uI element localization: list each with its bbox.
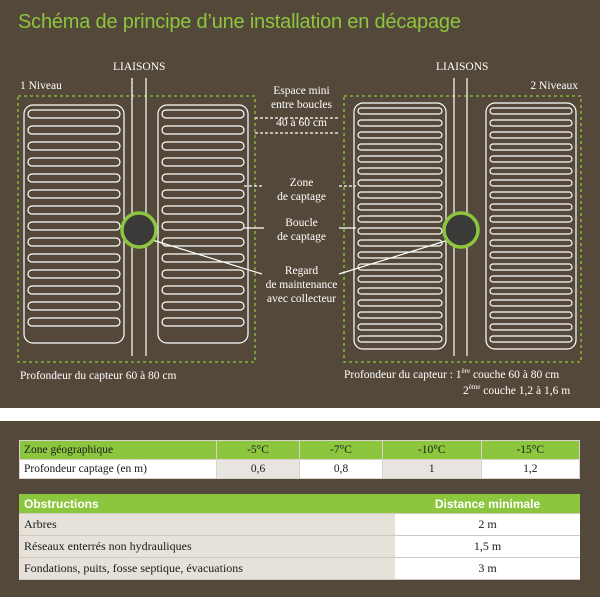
capture-loop-left-b	[162, 190, 244, 198]
depth-right-line2	[463, 383, 570, 397]
obstruction-name: Arbres	[19, 514, 395, 536]
capture-loop-right-b	[490, 300, 572, 306]
spacing-label	[264, 84, 339, 130]
capture-loop-right-a	[358, 264, 442, 270]
capture-loop-left-b	[162, 206, 244, 214]
regard-pointer-right	[339, 238, 455, 274]
capture-loop-right-a	[358, 228, 442, 234]
depth-value-3: 1	[383, 460, 481, 479]
depth-right-line2-text: couche 1,2 à 1,6 m	[480, 384, 571, 397]
capture-loop-right-a	[358, 324, 442, 330]
capture-loop-left-b	[162, 126, 244, 134]
capture-loop-right-b	[490, 204, 572, 210]
depth-right-prefix: Profondeur du capteur : 1	[344, 368, 462, 381]
capture-loop-left-b	[162, 318, 244, 326]
obstruction-distance: 2 m	[395, 514, 580, 536]
capture-loop-left-a	[28, 142, 120, 150]
capture-loop-right-a	[358, 336, 442, 342]
capture-loop-right-b	[490, 156, 572, 162]
regard-label	[259, 264, 344, 306]
capture-loop-right-a	[358, 120, 442, 126]
boucle-label-line2: de captage	[277, 231, 326, 243]
capture-loop-left-b	[162, 174, 244, 182]
capture-loop-left-a	[28, 254, 120, 262]
capture-loop-right-b	[490, 132, 572, 138]
zone-label	[264, 176, 339, 204]
capture-loop-left-b	[162, 238, 244, 246]
capture-loop-right-b	[490, 276, 572, 282]
depth-table-row	[20, 460, 580, 479]
capture-loop-right-b	[490, 192, 572, 198]
capture-loop-left-a	[28, 190, 120, 198]
capture-loop-right-b	[490, 288, 572, 294]
capture-loop-left-b	[162, 286, 244, 294]
obstruction-distance: 3 m	[395, 558, 580, 580]
obstruction-name: Fondations, puits, fosse septique, évacuations	[19, 558, 395, 580]
capture-loop-right-a	[358, 300, 442, 306]
capture-loop-left-b	[162, 142, 244, 150]
capture-loop-right-a	[358, 144, 442, 150]
capture-loop-right-b	[490, 144, 572, 150]
capture-loop-left-a	[28, 222, 120, 230]
obstructions-table	[19, 494, 580, 580]
capture-loop-right-b	[490, 108, 572, 114]
obstruction-distance: 1,5 m	[395, 536, 580, 558]
capture-loop-left-a	[28, 286, 120, 294]
spacing-label-line1: Espace mini	[273, 85, 330, 97]
capture-loop-left-a	[28, 318, 120, 326]
capture-loop-left-b	[162, 158, 244, 166]
level-left-label: 1 Niveau	[20, 80, 62, 92]
capture-loop-right-b	[490, 216, 572, 222]
header-temp-3: -10°C	[383, 441, 481, 460]
capture-loop-left-a	[28, 270, 120, 278]
capture-loop-right-b	[490, 336, 572, 342]
capture-loop-right-a	[358, 168, 442, 174]
capture-loop-right-b	[490, 228, 572, 234]
liaisons-left-label: LIAISONS	[113, 61, 166, 73]
obstructions-header-right: Distance minimale	[395, 494, 580, 514]
header-temp-1: -5°C	[217, 441, 300, 460]
regard-left-manhole	[122, 213, 156, 247]
header-zone: Zone géographique	[20, 441, 217, 460]
depth-table	[19, 440, 580, 479]
capture-loop-left-b-outline	[158, 105, 248, 343]
depth-right-suffix1: couche 60 à 80 cm	[470, 368, 560, 381]
capture-loop-right-a	[358, 288, 442, 294]
spacing-value: 40 à 60 cm	[276, 117, 327, 129]
table-row	[19, 558, 580, 580]
liaisons-right-label: LIAISONS	[436, 61, 489, 73]
capture-loop-right-b	[490, 180, 572, 186]
depth-right-sup1: ère	[461, 367, 471, 375]
capture-loop-left-a	[28, 126, 120, 134]
depth-table-header	[20, 441, 580, 460]
row-label: Profondeur captage (en m)	[20, 460, 217, 479]
depth-right-line1	[344, 367, 559, 381]
zone-label-line1: Zone	[289, 177, 314, 189]
depth-value-2: 0,8	[300, 460, 383, 479]
regard-label-line1: Regard	[284, 265, 319, 277]
obstruction-name: Réseaux enterrés non hydrauliques	[19, 536, 395, 558]
depth-value-1: 0,6	[217, 460, 300, 479]
capture-loop-left-b	[162, 270, 244, 278]
depth-right-sup2: ème	[468, 383, 481, 391]
capture-loop-left-a	[28, 110, 120, 118]
capture-loop-left-a-outline	[24, 105, 124, 343]
capture-loop-left-a	[28, 238, 120, 246]
regard-right-manhole	[444, 213, 478, 247]
capture-loop-right-a	[358, 108, 442, 114]
capture-loop-right-b	[490, 324, 572, 330]
spacing-label-line2: entre boucles	[271, 99, 332, 111]
capture-loop-right-b	[490, 252, 572, 258]
level-right-label: 2 Niveaux	[530, 80, 578, 92]
capture-loop-right-a	[358, 240, 442, 246]
capture-loop-right-a	[358, 312, 442, 318]
capture-loop-right-a	[358, 276, 442, 282]
capture-loop-left-a	[28, 302, 120, 310]
zone-label-line2: de captage	[277, 191, 326, 203]
table-row	[19, 514, 580, 536]
capture-loop-right-b	[490, 168, 572, 174]
capture-loop-right-a	[358, 156, 442, 162]
depth-value-4: 1,2	[481, 460, 580, 479]
capture-loop-right-b	[490, 240, 572, 246]
capture-loop-right-a	[358, 192, 442, 198]
capture-loop-left-b	[162, 302, 244, 310]
page-title: Schéma de principe d’une installation en décapage	[18, 11, 461, 33]
capture-loop-left-a	[28, 174, 120, 182]
capture-loop-right-b	[490, 312, 572, 318]
capture-loop-right-b	[490, 264, 572, 270]
capture-loop-left-a	[28, 158, 120, 166]
regard-pointer-left	[146, 238, 262, 274]
obstructions-header	[19, 494, 580, 514]
boucle-label	[264, 216, 339, 244]
capture-loop-right-a	[358, 204, 442, 210]
capture-loop-left-b	[162, 222, 244, 230]
obstructions-header-left: Obstructions	[19, 494, 395, 514]
regard-label-line3: avec collecteur	[266, 293, 337, 305]
capture-loop-right-a	[358, 180, 442, 186]
capture-loop-right-a	[358, 216, 442, 222]
capture-loop-right-a	[358, 132, 442, 138]
depth-right-line2-num: 2	[463, 384, 469, 397]
header-temp-4: -15°C	[481, 441, 580, 460]
regard-label-line2: de maintenance	[265, 279, 338, 291]
header-temp-2: -7°C	[300, 441, 383, 460]
table-row	[19, 536, 580, 558]
depth-left-label: Profondeur du capteur 60 à 80 cm	[20, 370, 177, 382]
capture-loop-left-b	[162, 110, 244, 118]
capture-loop-right-b	[490, 120, 572, 126]
boucle-label-line1: Boucle	[285, 217, 318, 229]
capture-loop-left-a	[28, 206, 120, 214]
